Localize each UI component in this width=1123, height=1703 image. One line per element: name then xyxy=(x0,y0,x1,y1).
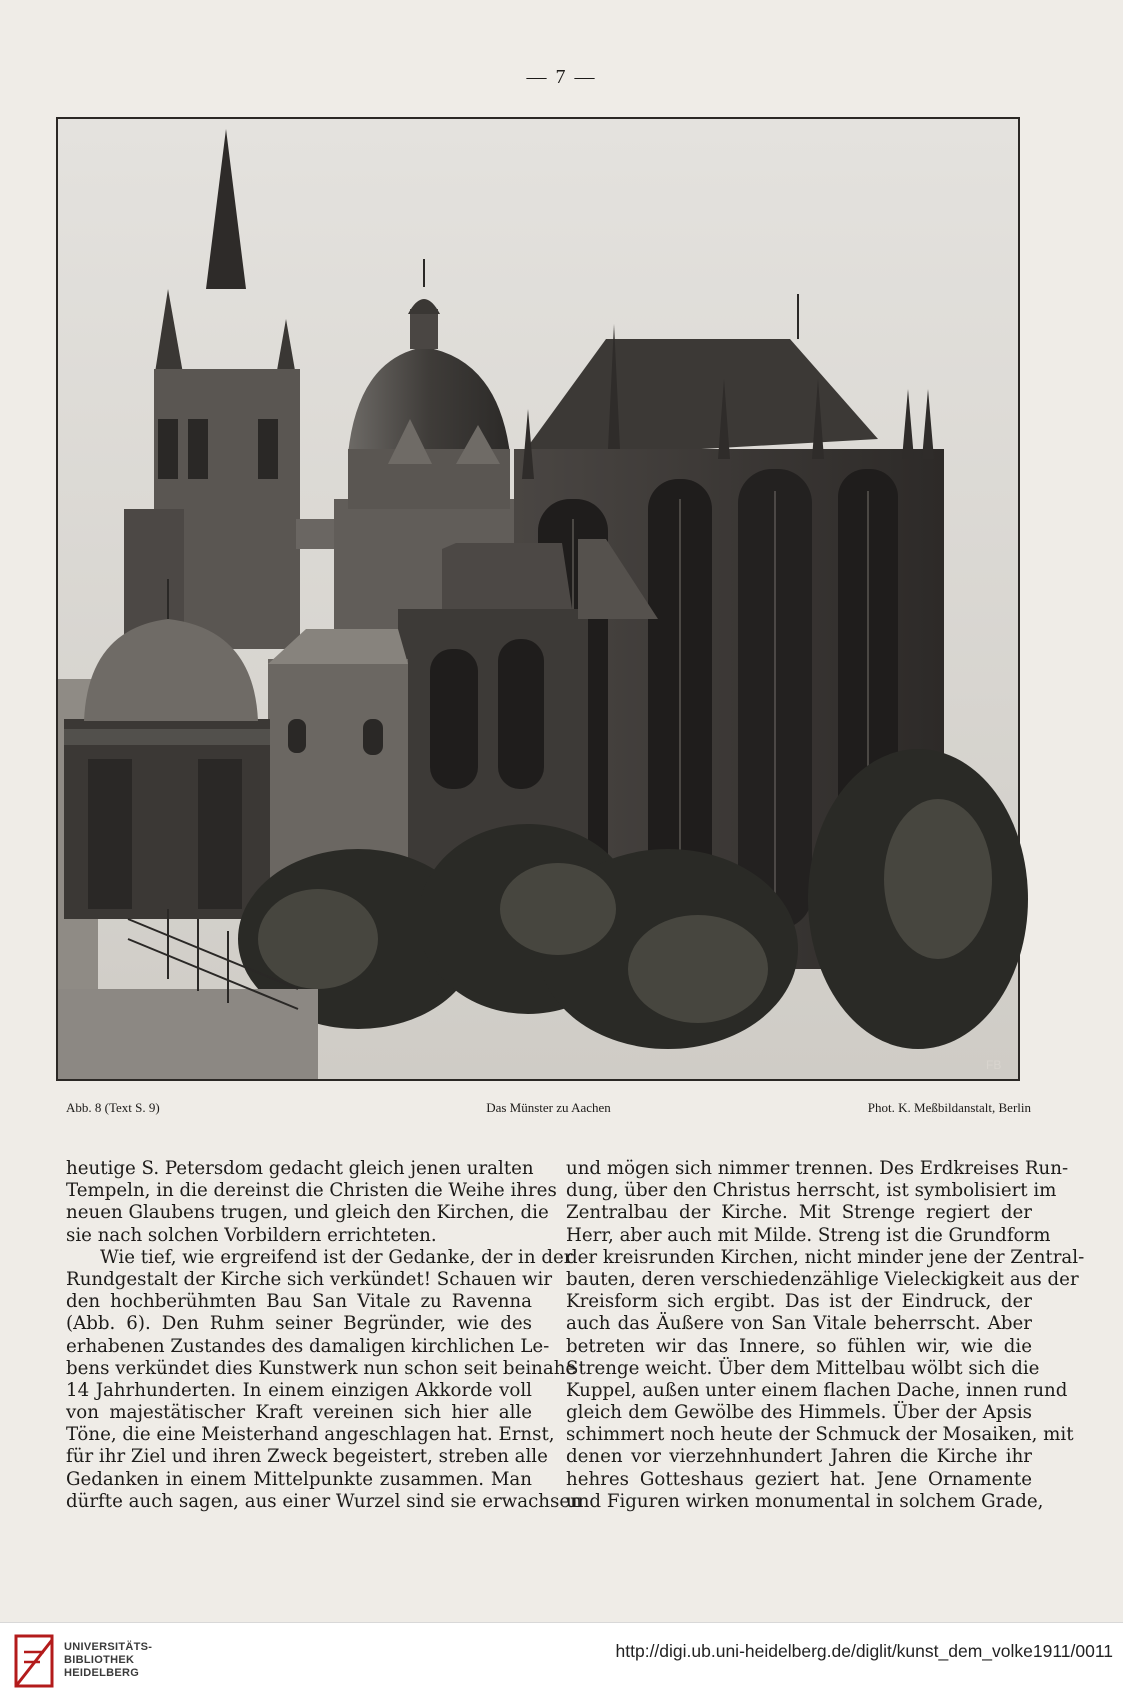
text-line: denen vor vierzehnhundert Jahren die Kirche ihr xyxy=(566,1446,1032,1468)
text-line: Zentralbau der Kirche. Mit Strenge regiert der xyxy=(566,1202,1032,1224)
text-line: von majestätischer Kraft vereinen sich hier alle xyxy=(66,1402,532,1424)
library-name[interactable] xyxy=(64,1641,152,1680)
text-line: bens verkündet dies Kunstwerk nun schon seit beinahe xyxy=(66,1357,577,1379)
text-line: sie nach solchen Vorbildern errichteten. xyxy=(66,1224,437,1246)
permalink-url[interactable]: http://digi.ub.uni-heidelberg.de/diglit/kunst_dem_volke1911/0011 xyxy=(615,1641,1113,1661)
library-name-line: UNIVERSITÄTS- xyxy=(64,1641,153,1653)
text-line: 14 Jahrhunderten. In einem einzigen Akkorde voll xyxy=(66,1379,532,1401)
photographer-monogram: FB xyxy=(986,1058,1002,1072)
text-line: neuen Glaubens trugen, und gleich den Kirchen, die xyxy=(66,1202,549,1224)
text-line: Wie tief, wie ergreifend ist der Gedanke, der in der xyxy=(100,1246,573,1268)
text-line: Tempeln, in die dereinst die Christen die Weihe ihres xyxy=(66,1180,557,1202)
text-line: Kuppel, außen unter einem flachen Dache, innen rund xyxy=(566,1379,1068,1401)
text-line: Rundgestalt der Kirche sich verkündet! Schauen wir xyxy=(66,1268,553,1290)
figure-title: Das Münster zu Aachen xyxy=(486,1100,611,1115)
photo-credit: Phot. K. Meßbildanstalt, Berlin xyxy=(867,1100,1031,1115)
page-number: — 7 — xyxy=(526,66,597,88)
text-line: Gedanken in einem Mittelpunkte zusammen. Man xyxy=(66,1468,532,1490)
text-line: und Figuren wirken monumental in solchem Grade, xyxy=(566,1490,1044,1512)
text-line: heutige S. Petersdom gedacht gleich jenen uralten xyxy=(66,1158,534,1179)
text-line: für ihr Ziel und ihren Zweck begeistert, streben alle xyxy=(66,1446,548,1468)
text-line: erhabenen Zustandes des damaligen kirchlichen Le- xyxy=(66,1335,550,1357)
figure-reference: Abb. 8 (Text S. 9) xyxy=(66,1100,160,1115)
text-line: bauten, deren verschiedenzählige Vieleckigkeit aus der xyxy=(566,1268,1079,1290)
text-line: betreten wir das Innere, so fühlen wir, wie die xyxy=(566,1335,1032,1357)
library-footer xyxy=(0,1622,1123,1703)
university-library-logo-icon[interactable] xyxy=(14,1632,54,1694)
library-name-line: BIBLIOTHEK xyxy=(64,1654,135,1666)
text-line: dürfte auch sagen, aus einer Wurzel sind sie erwachsen xyxy=(66,1490,582,1512)
text-column-left xyxy=(66,1158,582,1513)
cathedral-photograph xyxy=(56,117,1020,1081)
text-column-right xyxy=(566,1158,1085,1513)
text-line: hehres Gotteshaus geziert hat. Jene Ornamente xyxy=(566,1468,1032,1490)
text-line: Kreisform sich ergibt. Das ist der Eindruck, der xyxy=(566,1291,1032,1313)
library-name-line: HEIDELBERG xyxy=(64,1667,140,1679)
text-line: auch das Äußere von San Vitale beherrscht. Aber xyxy=(566,1313,1032,1335)
figure-caption xyxy=(66,1100,1031,1122)
text-line: Strenge weicht. Über dem Mittelbau wölbt sich die xyxy=(566,1357,1040,1379)
text-line: (Abb. 6). Den Ruhm seiner Begründer, wie des xyxy=(66,1313,532,1335)
text-line: gleich dem Gewölbe des Himmels. Über der Apsis xyxy=(566,1402,1032,1424)
text-line: schimmert noch heute der Schmuck der Mosaiken, mit xyxy=(566,1424,1074,1446)
text-line: den hochberühmten Bau San Vitale zu Ravenna xyxy=(66,1291,532,1313)
text-line: dung, über den Christus herrscht, ist symbolisiert im xyxy=(566,1180,1057,1202)
text-line: der kreisrunden Kirchen, nicht minder jene der Zentral- xyxy=(566,1246,1085,1268)
text-line: Herr, aber auch mit Milde. Streng ist die Grundform xyxy=(566,1224,1051,1246)
text-line: und mögen sich nimmer trennen. Des Erdkreises Run- xyxy=(566,1158,1069,1179)
text-line: Töne, die eine Meisterhand angeschlagen hat. Ernst, xyxy=(66,1424,555,1446)
